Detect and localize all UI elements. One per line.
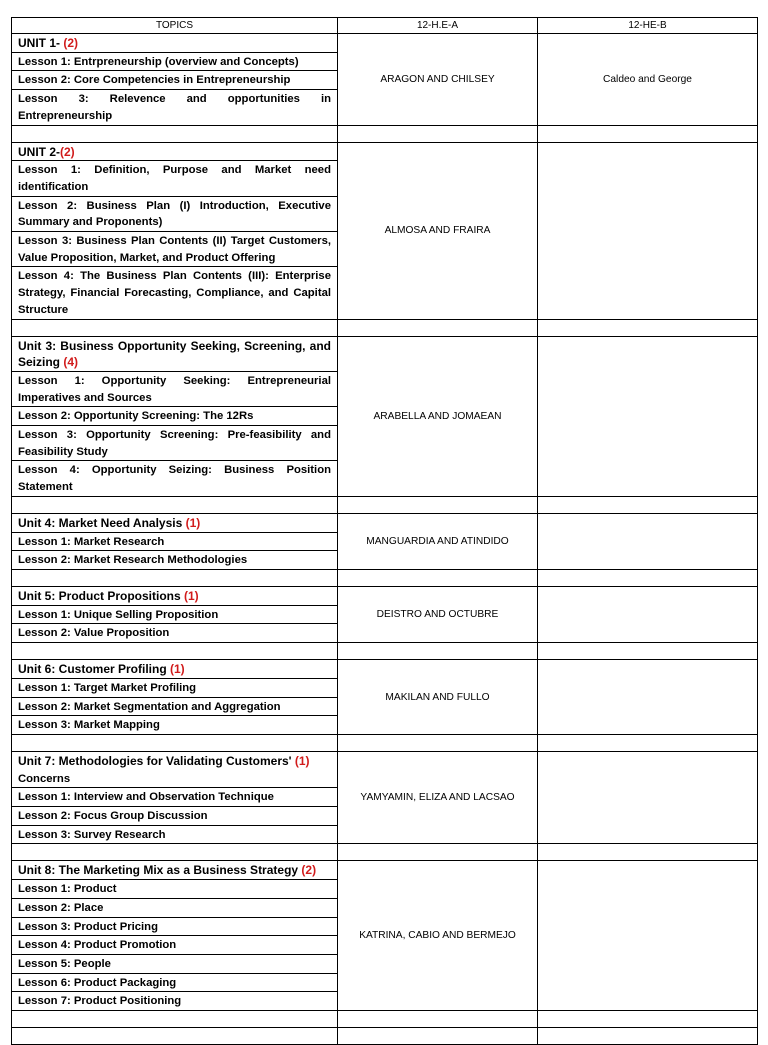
lesson-item: Lesson 3: Opportunity Screening: Pre-feasibility and Feasibility Study	[12, 426, 337, 461]
unit-row	[12, 861, 758, 1011]
header-topics: TOPICS	[12, 18, 338, 34]
lesson-item: Lesson 2: Business Plan (I) Introduction, Executive Summary and Proponents)	[12, 197, 337, 232]
team-a-cell: MANGUARDIA AND ATINDIDO	[338, 513, 538, 569]
lesson-item: Lesson 3: Product Pricing	[12, 918, 337, 937]
lesson-item: Lesson 2: Place	[12, 899, 337, 918]
lesson-item: Lesson 2: Market Segmentation and Aggregation	[12, 698, 337, 717]
unit-count: (4)	[63, 355, 79, 370]
unit-title: Unit 4: Market Need Analysis (1)	[12, 514, 337, 533]
unit-count: (1)	[185, 515, 201, 530]
lesson-item: Lesson 4: The Business Plan Contents (III): Enterprise Strategy, Financial Forecasting, Compliance, and Capital Structure	[18, 270, 331, 316]
team-a-cell: ARAGON AND CHILSEY	[338, 34, 538, 126]
unit-count: (2)	[301, 863, 317, 878]
unit-topics-cell	[12, 34, 338, 126]
unit-title: Unit 3: Business Opportunity Seeking, Screening, and Seizing (4)	[12, 337, 337, 372]
unit-count: (1)	[184, 588, 199, 603]
unit-title: Unit 5: Product Propositions (1)	[12, 587, 337, 606]
lesson-item: Lesson 3: Survey Research	[18, 828, 166, 841]
spacer-row	[12, 125, 758, 142]
header-section-a: 12-H.E-A	[338, 18, 538, 34]
spacer-row	[12, 496, 758, 513]
team-b-cell	[538, 513, 758, 569]
spacer-row	[12, 844, 758, 861]
team-a-cell: ARABELLA AND JOMAEAN	[338, 336, 538, 496]
lesson-item: Lesson 2: Value Proposition	[18, 627, 170, 640]
spacer-row	[12, 1011, 758, 1028]
spacer-row	[12, 569, 758, 586]
unit-count: (2)	[63, 36, 79, 50]
unit-title: UNIT 1- (2)	[12, 34, 337, 53]
team-b-cell	[538, 336, 758, 496]
unit-title-continued: Concerns	[12, 770, 337, 789]
lesson-item: Lesson 2: Focus Group Discussion	[12, 807, 337, 826]
unit-row	[12, 751, 758, 844]
unit-count: (2)	[60, 144, 75, 159]
unit-topics-cell	[12, 142, 338, 319]
lesson-item: Lesson 1: Interview and Observation Technique	[12, 788, 337, 807]
team-b-cell: Caldeo and George	[538, 34, 758, 126]
spacer-row	[12, 1028, 758, 1045]
lesson-item: Lesson 2: Opportunity Screening: The 12Rs	[12, 407, 337, 426]
lesson-item: Lesson 4: Product Promotion	[12, 936, 337, 955]
spacer-row	[12, 319, 758, 336]
unit-topics-cell	[12, 586, 338, 642]
unit-count: (1)	[294, 753, 310, 768]
lesson-item: Lesson 3: Market Mapping	[18, 719, 160, 732]
team-b-cell	[538, 142, 758, 319]
lesson-item: Lesson 1: Entrpreneurship (overview and Concepts)	[12, 53, 337, 72]
lesson-item: Lesson 1: Opportunity Seeking: Entrepreneurial Imperatives and Sources	[12, 372, 337, 407]
unit-topics-cell	[12, 336, 338, 496]
lesson-item: Lesson 1: Product	[12, 880, 337, 899]
team-a-cell: YAMYAMIN, ELIZA AND LACSAO	[338, 751, 538, 844]
unit-topics-cell	[12, 660, 338, 735]
unit-row	[12, 660, 758, 735]
spacer-row	[12, 734, 758, 751]
unit-title: Unit 7: Methodologies for Validating Customers' (1)	[18, 753, 310, 768]
lesson-item: Lesson 3: Business Plan Contents (II) Target Customers, Value Proposition, Market, and Product Offering	[12, 232, 337, 267]
team-b-cell	[538, 861, 758, 1011]
unit-row	[12, 142, 758, 319]
team-b-cell	[538, 586, 758, 642]
unit-count: (1)	[170, 662, 185, 677]
header-section-b: 12-HE-B	[538, 18, 758, 34]
unit-row	[12, 586, 758, 642]
team-a-cell: DEISTRO AND OCTUBRE	[338, 586, 538, 642]
lesson-item: Lesson 2: Core Competencies in Entrepreneurship	[12, 71, 337, 90]
lesson-item: Lesson 4: Opportunity Seizing: Business Position Statement	[18, 464, 331, 494]
unit-title: Unit 6: Customer Profiling (1)	[12, 660, 337, 679]
unit-row	[12, 34, 758, 126]
unit-row	[12, 336, 758, 496]
spacer-row	[12, 643, 758, 660]
lesson-item: Lesson 1: Definition, Purpose and Market need identification	[12, 161, 337, 196]
unit-topics-cell	[12, 751, 338, 844]
lesson-item: Lesson 2: Market Research Methodologies	[18, 554, 248, 567]
lesson-item: Lesson 1: Target Market Profiling	[12, 679, 337, 698]
lesson-item: Lesson 6: Product Packaging	[12, 974, 337, 993]
unit-topics-cell	[12, 861, 338, 1011]
team-a-cell: KATRINA, CABIO AND BERMEJO	[338, 861, 538, 1011]
header-row	[12, 18, 758, 34]
lesson-item: Lesson 5: People	[12, 955, 337, 974]
unit-title: Unit 8: The Marketing Mix as a Business Strategy (2)	[12, 861, 337, 880]
lesson-item: Lesson 3: Relevence and opportunities in Entrepreneurship	[18, 93, 331, 122]
lesson-item: Lesson 7: Product Positioning	[18, 995, 182, 1008]
lesson-item: Lesson 1: Market Research	[12, 533, 337, 552]
team-b-cell	[538, 660, 758, 735]
team-b-cell	[538, 751, 758, 844]
team-a-cell: MAKILAN AND FULLO	[338, 660, 538, 735]
topics-assignment-table	[11, 17, 758, 1045]
unit-topics-cell	[12, 513, 338, 569]
lesson-item: Lesson 1: Unique Selling Proposition	[12, 606, 337, 625]
team-a-cell: ALMOSA AND FRAIRA	[338, 142, 538, 319]
unit-row	[12, 513, 758, 569]
unit-title: UNIT 2-(2)	[12, 143, 337, 162]
